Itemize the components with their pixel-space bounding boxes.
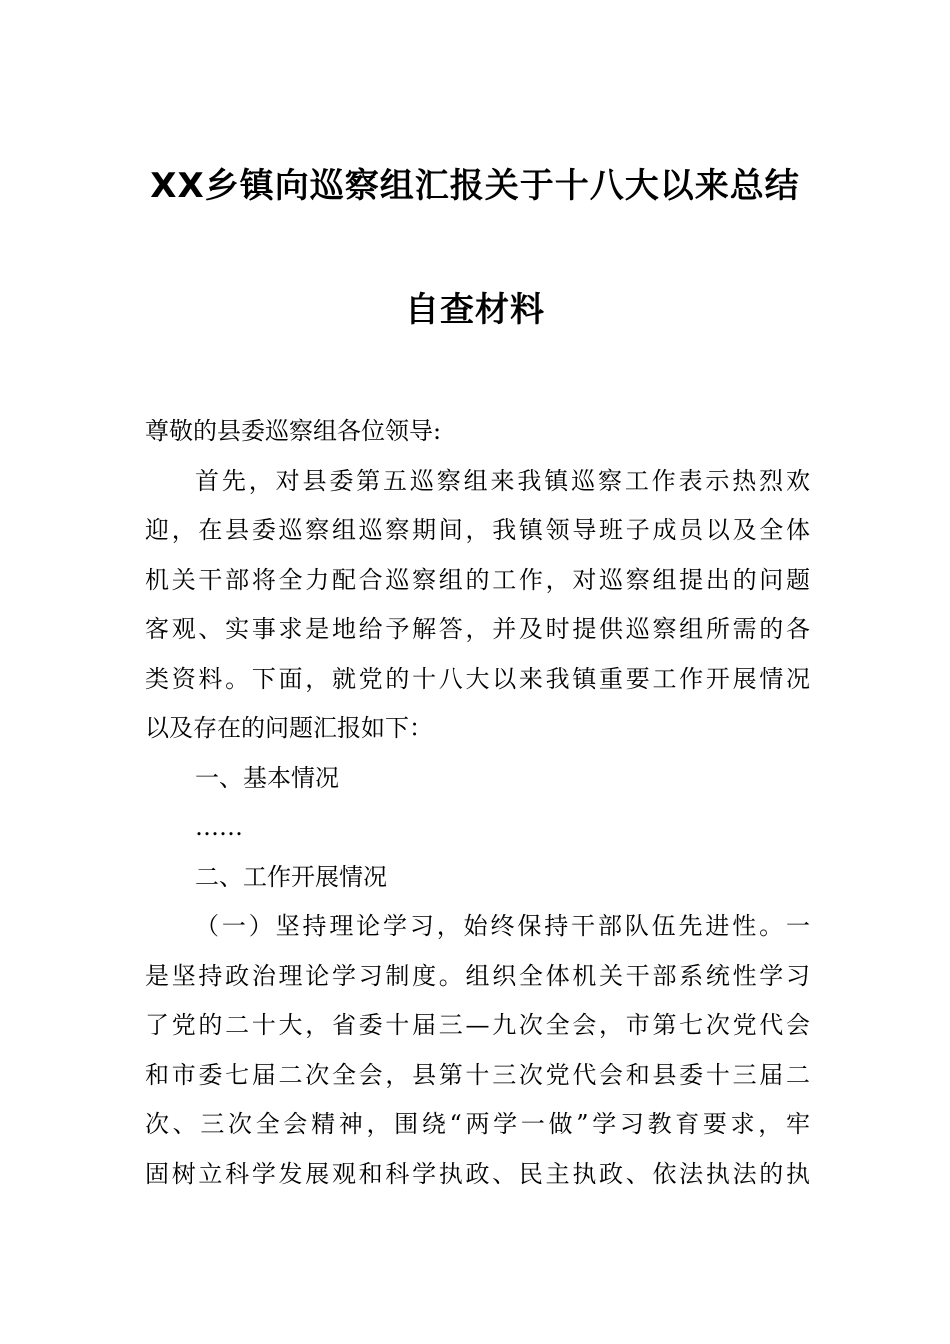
section2-line: 和市委七届二次全会，县第十三次党代会和县委十三届二 [145,1060,810,1089]
intro-line: 类资料。下面，就党的十八大以来我镇重要工作开展情况 [145,664,810,693]
intro-line: 迎，在县委巡察组巡察期间，我镇领导班子成员以及全体 [145,516,810,544]
section2-line: 是坚持政治理论学习制度。组织全体机关干部系统性学习 [145,961,810,990]
section-heading-basic: 一、基本情况 [195,763,339,792]
section2-line: 了党的二十大，省委十届三—九次全会，市第七次党代会 [145,1011,810,1039]
section-ellipsis: …… [195,813,243,841]
document-body [145,407,810,1199]
section2-line: 次、三次全会精神，围绕“两学一做”学习教育要求，牢 [145,1110,810,1138]
salutation: 尊敬的县委巡察组各位领导: [145,417,442,445]
section2-line: （一）坚持理论学习，始终保持干部队伍先进性。一 [195,912,810,940]
section-heading-work: 二、工作开展情况 [195,862,387,891]
document-title-line-1: XX乡镇向巡察组汇报关于十八大以来总结 [150,166,800,206]
intro-line: 以及存在的问题汇报如下： [145,714,433,742]
document-title-line-2: 自查材料 [405,290,545,330]
intro-line: 客观、实事求是地给予解答，并及时提供巡察组所需的各 [145,615,810,643]
intro-line: 首先，对县委第五巡察组来我镇巡察工作表示热烈欢 [195,466,810,495]
intro-line: 机关干部将全力配合巡察组的工作，对巡察组提出的问题 [145,565,810,594]
section2-line: 固树立科学发展观和科学执政、民主执政、依法执法的执 [145,1159,810,1188]
